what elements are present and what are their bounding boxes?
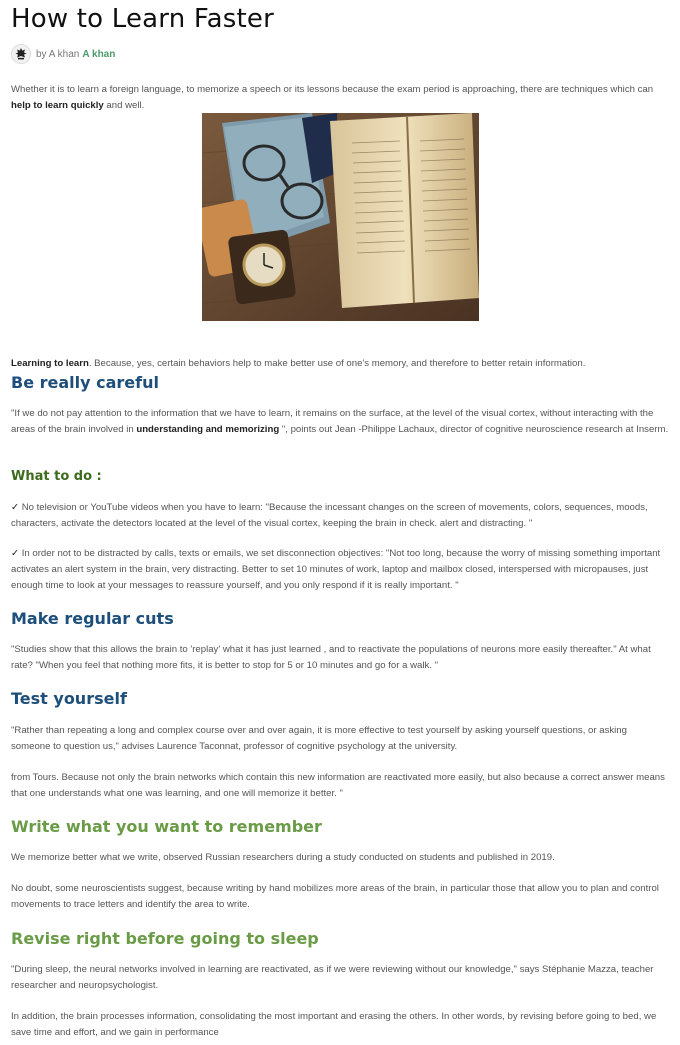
lead-text: . Because, yes, certain behaviors help to make better use of one's memory, and therefore to better retain information. bbox=[88, 358, 586, 369]
heading-regular-cuts: Make regular cuts bbox=[11, 609, 174, 628]
author-link[interactable]: A khan bbox=[82, 48, 116, 60]
heading-what-to-do: What to do : bbox=[11, 469, 102, 484]
write-paragraph-1: We memorize better what we write, observed Russian researchers during a study conducted on students and published in 2019. bbox=[11, 852, 555, 863]
test-paragraph-2: from Tours. Because not only the brain networks which contain this new information are reactivated more easily, but also because a correct answer means that one understands what one was learning, and one will memorize it better. " bbox=[11, 772, 665, 799]
heading-write: Write what you want to remember bbox=[11, 817, 322, 836]
careful-text-end: ", points out Jean -Philippe Lachaux, director of cognitive neuroscience research at Inserm. bbox=[279, 424, 669, 435]
intro-text-end: and well. bbox=[103, 100, 145, 111]
heading-be-careful: Be really careful bbox=[11, 373, 159, 392]
lead-bold: Learning to learn bbox=[11, 358, 89, 369]
byline-text: by A khan bbox=[36, 48, 80, 60]
careful-bold: understanding and memorizing bbox=[136, 424, 280, 435]
todo-item-1 bbox=[11, 500, 669, 532]
heading-sleep: Revise right before going to sleep bbox=[11, 929, 319, 948]
checkmark-icon: ✓ bbox=[11, 548, 20, 559]
article-title: How to Learn Faster bbox=[11, 4, 275, 34]
byline bbox=[11, 44, 115, 64]
heading-test-yourself: Test yourself bbox=[11, 689, 127, 708]
todo-item-1-text: No television or YouTube videos when you have to learn: "Because the incessant changes on the screen of movements, colors, sequences, moods, characters, activate the detectors located at the level of the visual cortex, keeping the brain in check. alert and distracting. " bbox=[11, 502, 648, 529]
todo-item-2-text: In order not to be distracted by calls, texts or emails, we set disconnection objectives: "Not too long, because the worry of missing something important activates an alert system in the brain, very distracting. Better to set 10 minutes of work, laptop and mailbox closed, interspersed with micropauses, just enough time to look at your messages to reassure yourself, and you only respond if it is really important. " bbox=[11, 548, 661, 591]
intro-paragraph bbox=[11, 82, 669, 114]
checkmark-icon: ✓ bbox=[11, 502, 20, 513]
article-image bbox=[202, 113, 479, 321]
cuts-paragraph: "Studies show that this allows the brain to 'replay' what it has just learned , and to reactivate the populations of neurons more easily thereafter." At what rate? "When you feel that nothing more fits, it is better to stop for 5 or 10 minutes and go for a walk. " bbox=[11, 644, 651, 671]
lead-paragraph bbox=[11, 356, 669, 372]
write-paragraph-2: No doubt, some neuroscientists suggest, because writing by hand mobilizes more areas of the brain, in particular those that allow you to plan and control movements to trace letters and identify the area to write. bbox=[11, 883, 659, 910]
intro-bold: help to learn quickly bbox=[11, 100, 104, 111]
sleep-paragraph-2: In addition, the brain processes information, consolidating the most important and erasing the others. In other words, by revising before going to bed, we save time and effort, and we gain in performance bbox=[11, 1011, 657, 1038]
test-paragraph-1: "Rather than repeating a long and complex course over and over again, it is more effective to test yourself by asking yourself questions, or asking someone to question us," advises Laurence Taconnat, professor of cognitive psychology at the university. bbox=[11, 725, 627, 752]
todo-item-2 bbox=[11, 546, 669, 594]
sleep-paragraph-1: "During sleep, the neural networks involved in learning are reactivated, as if we were reviewing without our knowledge," says Stéphanie Mazza, teacher researcher and neuropsychologist. bbox=[11, 964, 654, 991]
intro-text: Whether it is to learn a foreign language, to memorize a speech or its lessons because the exam period is approaching, there are techniques which can bbox=[11, 84, 654, 95]
careful-paragraph bbox=[11, 406, 669, 438]
careful-text: "If we do not pay attention to the information that we have to learn, it remains on the surface, at the level of the visual cortex, without interacting with the areas of the brain involved in bbox=[11, 408, 654, 435]
crest-icon[interactable] bbox=[11, 44, 31, 64]
